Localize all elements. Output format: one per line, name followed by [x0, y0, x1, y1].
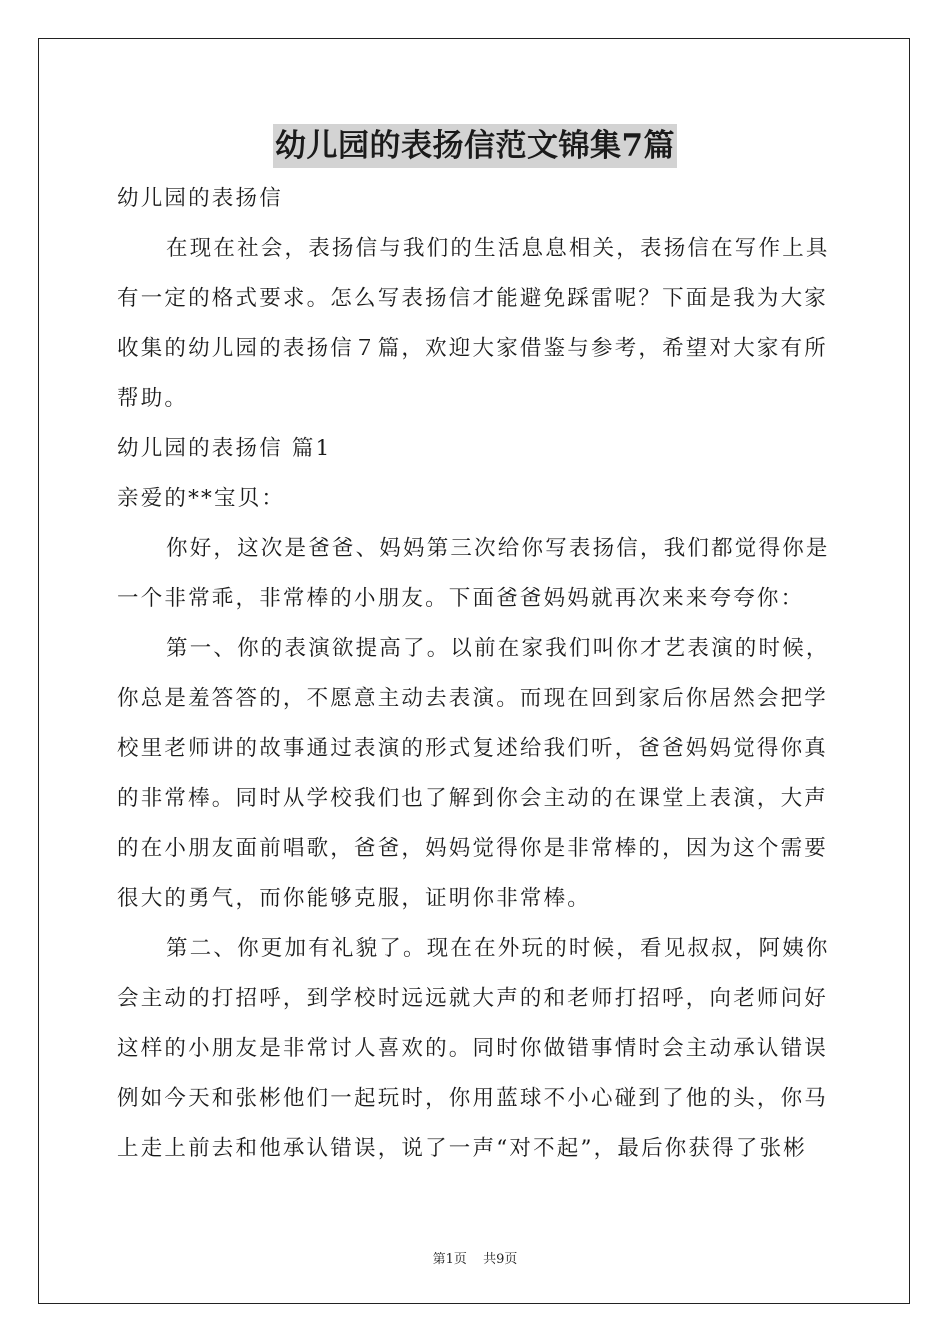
- text-line: 你好，这次是爸爸、妈妈第三次给你写表扬信，我们都觉得你是: [166, 536, 830, 561]
- page-number: 第1页: [432, 1252, 467, 1267]
- text-line: 亲爱的**宝贝：: [117, 486, 286, 511]
- text-line: 的非常棒。同时从学校我们也了解到你会主动的在课堂上表演，大声: [117, 786, 829, 811]
- page-footer: [0, 1248, 950, 1267]
- text-line: 收集的幼儿园的表扬信７篇，欢迎大家借鉴与参考，希望对大家有所: [117, 336, 829, 361]
- text-line: 一个非常乖，非常棒的小朋友。下面爸爸妈妈就再次来来夸夸你：: [117, 586, 805, 611]
- title-wrap: [117, 124, 833, 174]
- text-line: 这样的小朋友是非常讨人喜欢的。同时你做错事情时会主动承认错误: [117, 1036, 829, 1061]
- paragraph-lines: [117, 174, 833, 1174]
- text-line: 你总是羞答答的，不愿意主动去表演。而现在回到家后你居然会把学: [117, 686, 829, 711]
- text-line: 的在小朋友面前唱歌，爸爸，妈妈觉得你是非常棒的，因为这个需要: [117, 836, 829, 861]
- text-line: 上走上前去和他承认错误，说了一声“对不起”，最后你获得了张彬: [117, 1136, 807, 1161]
- text-line: 帮助。: [117, 386, 189, 411]
- text-line: 第二、你更加有礼貌了。现在在外玩的时候，看见叔叔，阿姨你: [166, 936, 830, 961]
- document-title: 幼儿园的表扬信范文锦集7篇: [273, 124, 677, 168]
- text-line: 校里老师讲的故事通过表演的形式复述给我们听，爸爸妈妈觉得你真: [117, 736, 829, 761]
- text-line: 幼儿园的表扬信: [117, 186, 283, 211]
- text-line: 有一定的格式要求。怎么写表扬信才能避免踩雷呢？下面是我为大家: [117, 286, 829, 311]
- document-body: [117, 124, 833, 1174]
- page-total: 共9页: [483, 1252, 518, 1267]
- text-line: 在现在社会，表扬信与我们的生活息息相关，表扬信在写作上具: [166, 236, 830, 261]
- text-line: 第一、你的表演欲提高了。以前在家我们叫你才艺表演的时候，: [166, 636, 830, 661]
- text-line: 例如今天和张彬他们一起玩时，你用蓝球不小心碰到了他的头，你马: [117, 1086, 829, 1111]
- text-line: 很大的勇气，而你能够克服，证明你非常棒。: [117, 886, 592, 911]
- text-line: 会主动的打招呼，到学校时远远就大声的和老师打招呼，向老师问好: [117, 986, 829, 1011]
- text-line: 幼儿园的表扬信 篇1: [117, 436, 332, 461]
